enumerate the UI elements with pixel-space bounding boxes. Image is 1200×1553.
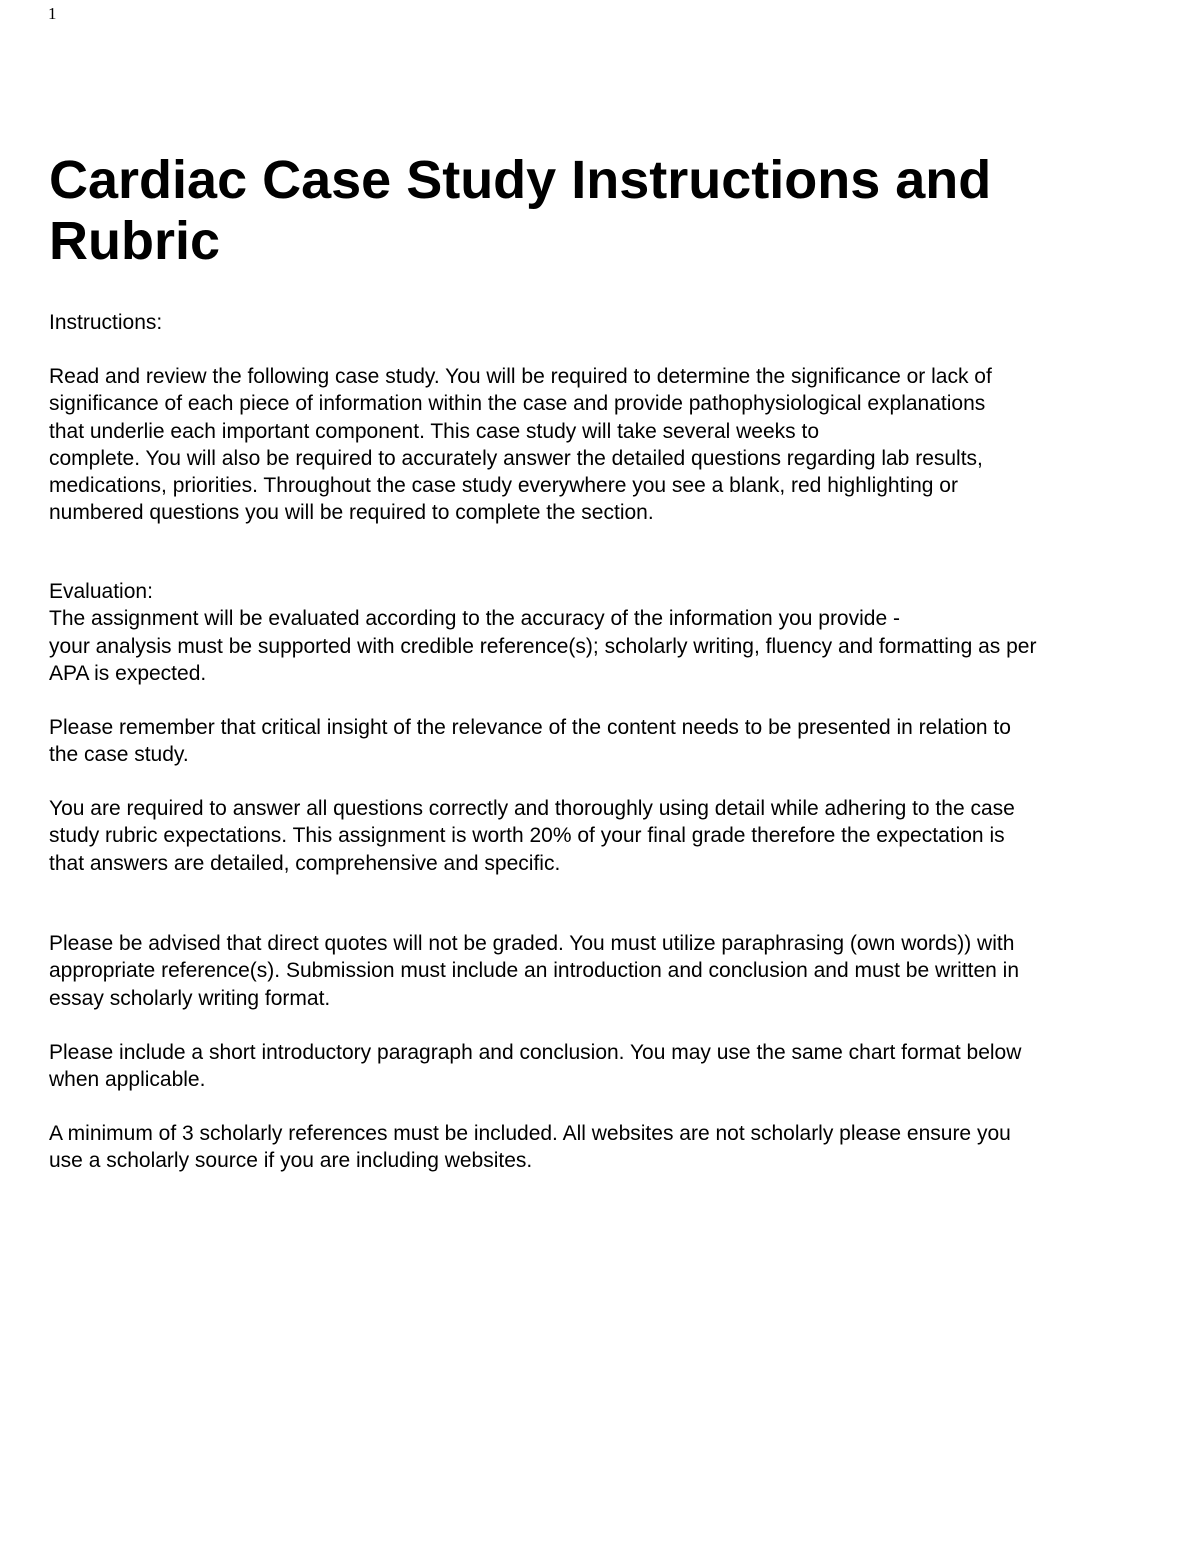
text-line: that underlie each important component. This case study will take several weeks to [49, 419, 820, 443]
text-line: Read and review the following case study. You will be required to determine the significance or lack of [49, 365, 992, 388]
page-title [49, 150, 1129, 272]
text-line: complete. You will also be required to accurately answer the detailed questions regarding lab results, [49, 446, 983, 470]
instructions-heading: Instructions: [49, 311, 163, 334]
text-line: significance of each piece of information within the case and provide pathophysiological explanations [49, 392, 986, 416]
text-line: The assignment will be evaluated according to the accuracy of the information you provide - [49, 607, 900, 631]
quotes-notice-paragraph [49, 930, 1019, 1012]
text-line: appropriate reference(s). Submission must include an introduction and conclusion and must be written in [49, 959, 1020, 983]
text-line: use a scholarly source if you are including websites. [49, 1149, 533, 1173]
evaluation-heading: Evaluation: [49, 580, 153, 603]
text-line: your analysis must be supported with credible reference(s); scholarly writing, fluency and formatting as per [49, 634, 1037, 658]
answer-requirements-paragraph [49, 795, 1015, 877]
references-paragraph [49, 1120, 1011, 1175]
evaluation-section [49, 578, 1036, 687]
text-line: A minimum of 3 scholarly references must be included. All websites are not scholarly please ensure you [49, 1122, 1011, 1145]
instructions-paragraph [49, 363, 992, 527]
text-line: essay scholarly writing format. [49, 986, 331, 1010]
text-line: medications, priorities. Throughout the case study everywhere you see a blank, red highlighting or [49, 474, 958, 498]
text-line: when applicable. [49, 1068, 206, 1092]
title-line: Rubric [49, 211, 221, 271]
text-line: study rubric expectations. This assignment is worth 20% of your final grade therefore the expectation is [49, 824, 1005, 848]
title-line: Cardiac Case Study Instructions and [49, 150, 992, 210]
text-line: the case study. [49, 743, 189, 767]
text-line: Please include a short introductory paragraph and conclusion. You may use the same chart format below [49, 1041, 1022, 1064]
text-line: APA is expected. [49, 661, 207, 685]
text-line: numbered questions you will be required to complete the section. [49, 501, 654, 525]
text-line: Please remember that critical insight of the relevance of the content needs to be presented in relation to [49, 716, 1011, 739]
text-line: that answers are detailed, comprehensive and specific. [49, 851, 561, 875]
intro-conclusion-paragraph [49, 1039, 1021, 1094]
text-line: Please be advised that direct quotes will not be graded. You must utilize paraphrasing (own words)) with [49, 932, 1015, 955]
page-number: 1 [48, 4, 57, 23]
text-line: You are required to answer all questions correctly and thoroughly using detail while adhering to the case [49, 797, 1015, 820]
critical-insight-paragraph [49, 714, 1011, 769]
